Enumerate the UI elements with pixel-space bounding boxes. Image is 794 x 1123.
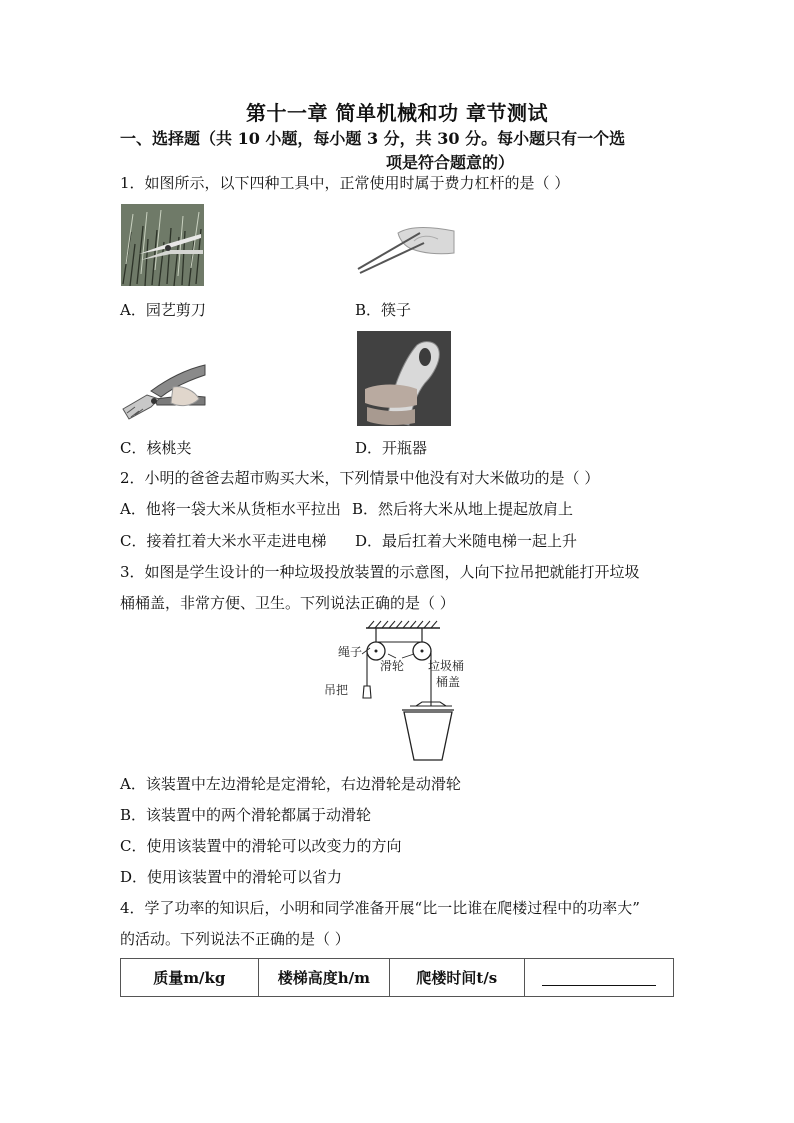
nutcracker-image xyxy=(121,361,207,426)
handle-shape xyxy=(363,686,371,698)
q1-option-c: C．核桃夹 xyxy=(120,439,192,457)
bottle-opener-image xyxy=(357,331,451,426)
label-handle: 吊把 xyxy=(324,683,349,697)
q2-stem: 2．小明的爸爸去超市购买大米，下列情景中他没有对大米做功的是（ ） xyxy=(120,469,600,487)
q3-option-d: D．使用该装置中的滑轮可以省力 xyxy=(120,868,343,886)
q3-stem-line2: 桶桶盖，非常方便、卫生。下列说法正确的是（ ） xyxy=(120,594,455,612)
q4-stem-line1: 4．学了功率的知识后，小明和同学准备开展“比一比谁在爬楼过程中的功率大” xyxy=(120,899,640,917)
q1-option-d: D．开瓶器 xyxy=(355,439,428,457)
q2-option-d: D．最后扛着大米随电梯一起上升 xyxy=(355,532,578,550)
q2-option-a: A．他将一袋大米从货柜水平拉出 xyxy=(120,500,341,518)
q3-stem-line1: 3．如图是学生设计的一种垃圾投放装置的示意图，人向下拉吊把就能打开垃圾 xyxy=(120,563,640,581)
q2-option-b: B．然后将大米从地上提起放肩上 xyxy=(352,500,574,518)
section-heading xyxy=(120,127,680,175)
garden-shears-image xyxy=(121,204,204,286)
q2-option-c: C．接着扛着大米水平走进电梯 xyxy=(120,532,327,550)
table-header-mass: 质量m/kg xyxy=(121,959,259,997)
label-pulley: 滑轮 xyxy=(380,659,405,673)
answer-blank-line xyxy=(542,971,656,986)
section-heading-line1: 一、选择题（共 10 小题，每小题 3 分，共 30 分。每小题只有一个选 xyxy=(120,129,626,148)
page-title: 第十一章 简单机械和功 章节测试 xyxy=(246,101,548,125)
q1-stem: 1．如图所示，以下四种工具中，正常使用时属于费力杠杆的是（ ） xyxy=(120,174,570,192)
label-bin-2: 桶盖 xyxy=(436,675,461,689)
q3-option-c: C．使用该装置中的滑轮可以改变力的方向 xyxy=(120,837,402,855)
q4-data-table xyxy=(120,958,674,997)
q3-option-a: A．该装置中左边滑轮是定滑轮，右边滑轮是动滑轮 xyxy=(120,775,461,793)
pulley-diagram xyxy=(318,618,488,764)
table-header-height: 楼梯高度h/m xyxy=(258,959,390,997)
table-header-time: 爬楼时间t/s xyxy=(390,959,524,997)
q1-option-b: B．筷子 xyxy=(355,301,412,319)
q4-stem-line2: 的活动。下列说法不正确的是（ ） xyxy=(120,930,350,948)
label-bin-1: 垃圾桶 xyxy=(428,659,465,673)
q3-option-b: B．该装置中的两个滑轮都属于动滑轮 xyxy=(120,806,372,824)
table-row xyxy=(121,959,674,997)
bin-body xyxy=(404,712,452,760)
q1-option-a: A．园艺剪刀 xyxy=(120,301,206,319)
chopsticks-image xyxy=(356,219,456,274)
table-header-blank xyxy=(524,959,674,997)
label-rope: 绳子 xyxy=(338,645,363,659)
section-heading-line2: 项是符合题意的） xyxy=(385,153,514,172)
